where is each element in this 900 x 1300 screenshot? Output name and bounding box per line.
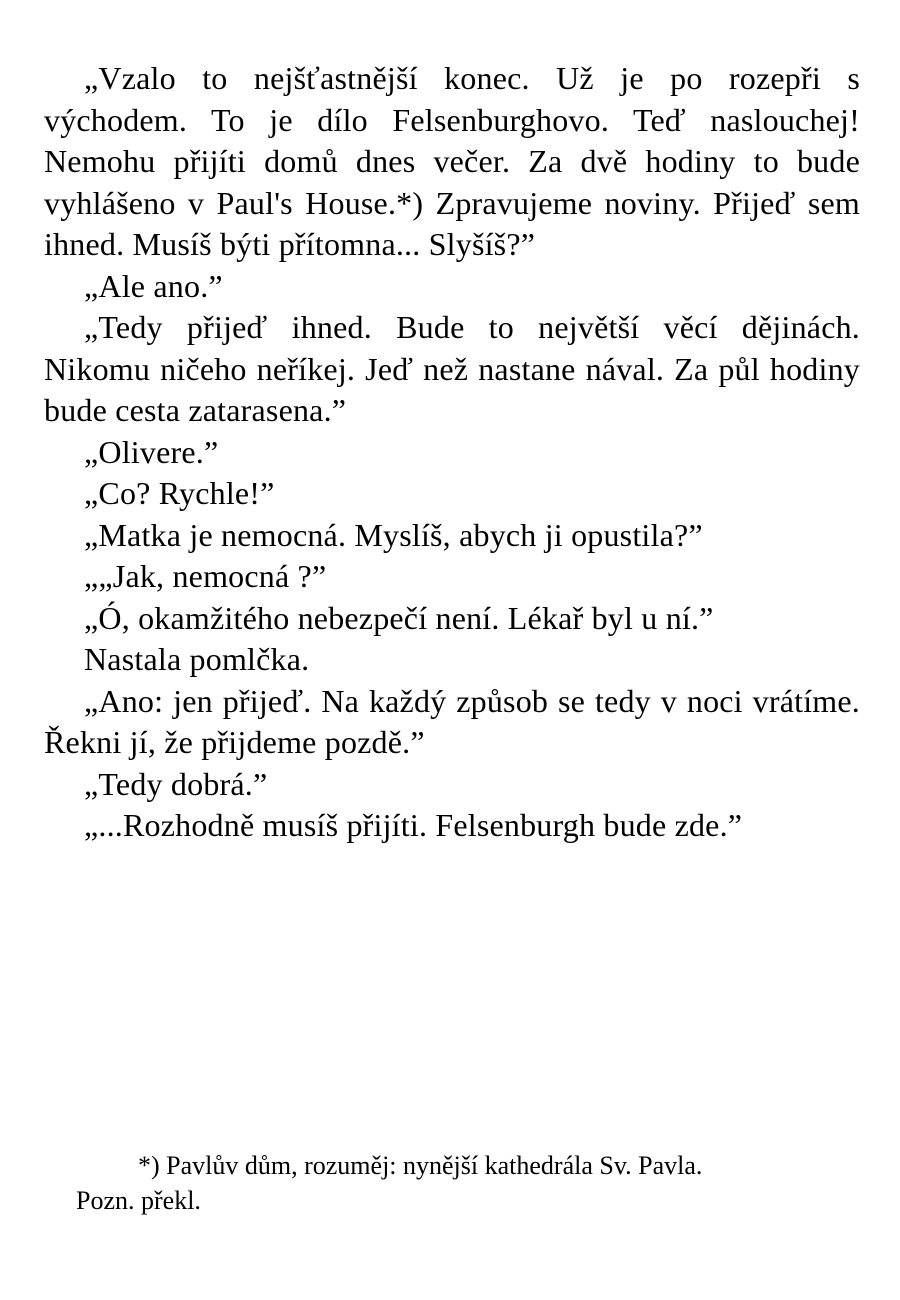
footnote-translator-note: Pozn. překl. [76,1186,201,1215]
paragraph-1: „Vzalo to nejšťastnější konec. Už je po rozepři s východem. To je dílo Felsenburghovo. Teď naslouchej! Nemohu přijíti domů dnes večer. Za dvě hodiny to bude vyhlášeno v Paul's House.*) Zpravujeme noviny. Přijeď sem ihned. Musíš býti přítomna... Slyšíš?” [44,60,860,262]
footnote-text: *) Pavlův dům, rozuměj: nynější kathedrála Sv. Pavla. [138,1151,703,1180]
paragraph-12: „...Rozhodně musíš přijíti. Felsenburgh bude zde.” [84,807,743,843]
paragraph-3: „Tedy přijeď ihned. Bude to největší věcí dějinách. Nikomu ničeho neříkej. Jeď než nastane nával. Za půl hodiny bude cesta zatarasena.” [44,309,860,428]
paragraph-4: „Olivere.” [84,433,219,470]
paragraph-7: „„Jak, nemocná ?” [84,558,327,594]
footnote [76,1148,836,1218]
main-text [44,58,860,847]
paragraph-6: „Matka je nemocná. Myslíš, abych ji opustila?” [84,516,703,553]
paragraph-5: „Co? Rychle!” [84,475,275,511]
paragraph-9: Nastala pomlčka. [84,641,310,677]
paragraph-11: „Tedy dobrá.” [84,765,268,802]
paragraph-2: „Ale ano.” [84,267,223,304]
paragraph-8: „Ó, okamžitého nebezpečí není. Lékař byl u ní.” [84,599,714,636]
paragraph-10: „Ano: jen přijeď. Na každý způsob se tedy v noci vrátíme. Řekni jí, že přijdeme pozdě.” [44,682,860,760]
